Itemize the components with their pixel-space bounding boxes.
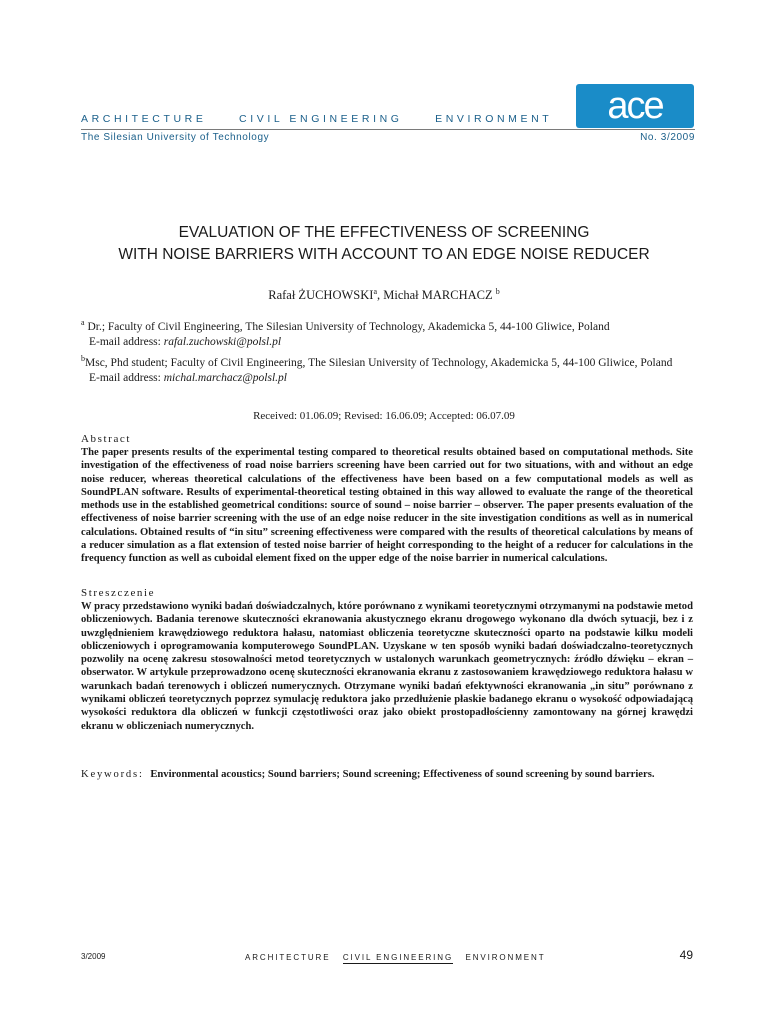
logo-text: ace (607, 85, 663, 127)
affil-b-sup: b (81, 354, 85, 363)
author-1: Rafał ŻUCHOWSKI (268, 288, 374, 303)
article-title (60, 222, 708, 266)
affiliation-b (81, 351, 711, 386)
streszczenie-text: W pracy przedstawiono wyniki badań doświadczalnych, które porównano z wynikami teoretycznymi otrzymanymi na podstawie metod obliczeniowych. Badania terenowe skuteczności ekranowania akustycznego ekranu drogowego wykonano dla dwóch sytuacji, bez i z uwzględnieniem krawędziowego reduktora hałasu, natomiast obliczenia teoretyczne skuteczności oparto na podstawie kilku modeli obliczeniowych i oprogramowania komputerowego SoundPLAN. Uzyskane w ten sposób wyniki badań doświadczalno-teoretycznych pozwoliły na ocenę zakresu stosowalności metod teoretycznych w ustalonych warunkach geometrycznych: źródło dźwięku – ekran – obserwator. W artykule przeprowadzono ocenę skuteczności ekranowania ekranu z zastosowaniem krawędziowego reduktora hałasu w warunkach badań terenowych i obliczeń numerycznych. Otrzymane wyniki badań efektywności ekranowania „in situ” porównano z wynikami obliczeń teoretycznych poprzez symulację reduktora jako przedłużenie płaskie badanego ekranu o wysokość odpowiadającą wysokości reduktora dla obliczeń w funkcji częstotliwości oraz jako obiekt prostopadłościenny zamontowany na górnej krawędzi ekranu w obliczeniach numerycznych. (81, 601, 693, 732)
footer-date: 3/2009 (81, 952, 106, 961)
footer-journal (245, 953, 545, 962)
keywords-text: Environmental acoustics; Sound barriers; Sound screening; Effectiveness of sound screening by sound barriers. (150, 769, 655, 780)
received-dates: Received: 01.06.09; Revised: 16.06.09; Accepted: 06.07.09 (253, 410, 515, 422)
abstract-heading: Abstract (81, 433, 132, 445)
footer-journal-right: ENVIRONMENT (453, 953, 546, 962)
affiliation-a (81, 315, 701, 350)
journal-name: ARCHITECTURE CIVIL ENGINEERING ENVIRONMENT (81, 113, 553, 125)
footer-journal-mid: CIVIL ENGINEERING (342, 953, 454, 962)
author-1-sup: a (373, 287, 377, 296)
affil-a-text: Dr.; Faculty of Civil Engineering, The Silesian University of Technology, Akademicka 5, 44-100 Gliwice, Poland (87, 320, 610, 333)
keywords-label: Keywords: (81, 769, 144, 780)
affil-b-text: Msc, Phd student; Faculty of Civil Engineering, The Silesian University of Technology, Akademicka 5, 44-100 Gliwice, Poland (85, 356, 673, 369)
author-2: Michał MARCHACZ (383, 288, 493, 303)
keywords (81, 769, 701, 780)
author-separator: , (377, 288, 384, 303)
header-rule (81, 129, 695, 130)
affil-a-email[interactable]: rafal.zuchowski@polsl.pl (163, 335, 282, 348)
abstract-text: The paper presents results of the experimental testing compared to theoretical results obtained based on computational methods. Site investigation of the effectiveness of road noise barriers screening have been carried out for two situations, with and without an edge noise reducer, whereas theoretical calculations of the effectiveness have been based on a few computational models as well as SoundPLAN software. Results of experimental-theoretical testing obtained in this way allowed to evaluate the range of the theoretical methods use in the established geometrical conditions: source of sound – noise barrier – observer. The paper presents evaluation of the effectiveness of noise barrier screening with the use of an edge noise reducer in the site investigation conditions as well as in numerical calculations. Obtained results of “in situ” screening effectiveness were compared with the results of theoretical calculations by means of a reducer simulation as a flat extension of tested noise barrier of height corresponding to the height of a reducer for calculations in the frequency function as well as cuboidal element fixed on the upper edge of the noise barrier in numerical calculations. (81, 447, 693, 565)
affil-b-email[interactable]: michal.marchacz@polsl.pl (163, 371, 287, 384)
authors (60, 287, 708, 303)
journal-logo (576, 84, 694, 128)
footer-journal-left: ARCHITECTURE (245, 953, 343, 962)
streszczenie-heading: Streszczenie (81, 587, 156, 599)
affil-a-sup: a (81, 318, 85, 327)
university-name: The Silesian University of Technology (81, 132, 270, 143)
title-line-2: WITH NOISE BARRIERS WITH ACCOUNT TO AN EDGE NOISE REDUCER (118, 246, 650, 263)
affil-a-email-label: E-mail address: (89, 335, 164, 348)
title-line-1: EVALUATION OF THE EFFECTIVENESS OF SCREENING (178, 224, 590, 241)
issue-number: No. 3/2009 (640, 132, 695, 143)
author-2-sup: b (495, 287, 500, 296)
page-number: 49 (679, 948, 693, 962)
affil-b-email-label: E-mail address: (89, 371, 164, 384)
